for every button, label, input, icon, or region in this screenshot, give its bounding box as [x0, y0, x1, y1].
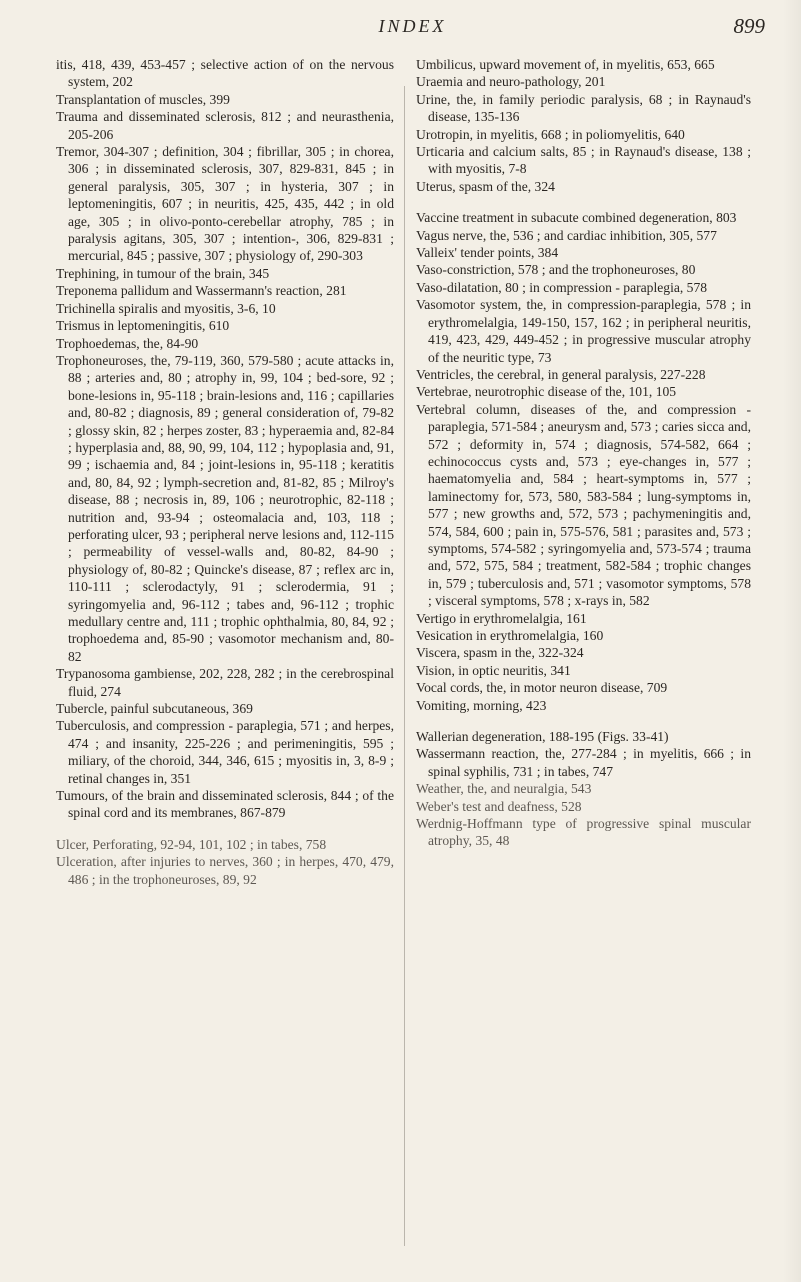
- index-entry: Transplantation of muscles, 399: [56, 91, 230, 107]
- index-entry: Vocal cords, the, in motor neuron disease, 709: [416, 680, 668, 696]
- index-entry: Tuberculosis, and compression - paraplegia, 571 ; and herpes, 474 ; and insanity, 225-226 ; and perimeningitis, 595 ; miliary, of the choroid, 344, 346, 615 ; myositis in, 3, 8-9 ; retinal changes in, 351: [56, 718, 394, 786]
- index-entry: Urotropin, in myelitis, 668 ; in poliomyelitis, 640: [416, 126, 685, 142]
- letter-section-gap: [416, 714, 751, 728]
- index-entry: Tubercle, painful subcutaneous, 369: [56, 701, 253, 717]
- letter-section-gap: [416, 195, 751, 209]
- index-entry: Trypanosoma gambiense, 202, 228, 282 ; in the cerebrospinal fluid, 274: [56, 666, 394, 699]
- index-column-right: [416, 56, 751, 850]
- index-entry: Wassermann reaction, the, 277-284 ; in myelitis, 666 ; in spinal syphilis, 731 ; in tabes, 747: [416, 746, 751, 779]
- index-entry: Vaccine treatment in subacute combined degeneration, 803: [416, 210, 737, 226]
- index-entry: Ulcer, Perforating, 92-94, 101, 102 ; in tabes, 758: [56, 836, 327, 852]
- index-entry: Weber's test and deafness, 528: [416, 798, 582, 814]
- index-entry: Vagus nerve, the, 536 ; and cardiac inhibition, 305, 577: [416, 227, 717, 243]
- index-entry: Treponema pallidum and Wassermann's reaction, 281: [56, 283, 347, 299]
- index-entry: Vertigo in erythromelalgia, 161: [416, 610, 587, 626]
- index-entry: Weather, the, and neuralgia, 543: [416, 781, 592, 797]
- index-entry: Trophoedemas, the, 84-90: [56, 335, 199, 351]
- page-number: 899: [733, 14, 765, 38]
- index-entry: Trophoneuroses, the, 79-119, 360, 579-580 ; acute attacks in, 88 ; arteries and, 80 ; atrophy in, 99, 104 ; bed-sore, 92 ; bone-lesions in, 95-118 ; brain-lesions and, 116 ; capillaries and, 80-82 ; diagnosis, 89 ; general consideration of, 79-82 ; glossy skin, 82 ; herpes zoster, 83 ; hyperaemia and, 82-84 ; hyperplasia and, 88, 90, 99, 104, 112 ; hypoplasia and, 91, 99 ; ischaemia and, 84 ; joint-lesions in, 95-118 ; keratitis and, 80, 84, 92 ; lymph-secretion and, 81-82, 85 ; Milroy's disease, 88 ; necrosis in, 89, 106 ; neurotrophic, 82-118 ; nutrition and, 93-94 ; osteomalacia and, 103, 118 ; perforating ulcer, 93 ; peripheral nerve lesions and, 112-115 ; permeability of vessel-walls and, 80-82, 84-90 ; physiology of, 80-82 ; Quincke's disease, 87 ; reflex arc in, 110-111 ; sclerodactyly, 91 ; sclerodermia, 91 ; syringomyelia and, 96-112 ; tabes and, 96-112 ; trophic medullary centre and, 111 ; trophic ophthalmia, 80, 84, 92 ; trophoedema and, 85-90 ; vasomotor mechanism and, 80-82: [56, 352, 394, 664]
- index-entry: Tumours, of the brain and disseminated sclerosis, 844 ; of the spinal cord and its membranes, 867-879: [56, 788, 394, 821]
- letter-section-gap: [56, 822, 394, 836]
- page-edge-shadow: [783, 0, 801, 1282]
- index-entry: Tremor, 304-307 ; definition, 304 ; fibrillar, 305 ; in chorea, 306 ; in disseminated sclerosis, 307, 829-831, 845 ; in general paralysis, 305, 307 ; in hysteria, 307 ; in leptomeningitis, 607 ; in neuritis, 425, 435, 442 ; in old age, 305 ; in olivo-ponto-cerebellar atrophy, 785 ; in paralysis agitans, 305, 307 ; intention-, 306, 829-831 ; mercurial, 845 ; passive, 307 ; physiology of, 290-303: [56, 144, 394, 264]
- index-entry: Vaso-constriction, 578 ; and the trophoneuroses, 80: [416, 262, 696, 278]
- index-entry: Umbilicus, upward movement of, in myelitis, 653, 665: [416, 57, 715, 72]
- page-header: [60, 14, 765, 42]
- index-entry: itis, 418, 439, 453-457 ; selective action of on the nervous system, 202: [56, 57, 394, 90]
- index-entry: Viscera, spasm in the, 322-324: [416, 645, 584, 661]
- index-entry: Ventricles, the cerebral, in general paralysis, 227-228: [416, 366, 706, 382]
- index-entry: Vertebral column, diseases of the, and compression - paraplegia, 571-584 ; aneurysm and, 573 ; caries sicca and, 572 ; deformity in, 574 ; diagnosis, 574-582, 664 ; echinococcus cysts and, 573 ; eye-changes in, 577 ; haematomyelia and, 584 ; heart-symptoms in, 577 ; laminectomy for, 573, 580, 583-584 ; lung-symptoms in, 577 ; new growths and, 572, 573 ; pachymeningitis and, 574, 584, 600 ; pain in, 575-576, 581 ; parasites and, 573 ; symptoms, 574-582 ; syringomyelia and, 573-574 ; trauma and, 572, 575, 584 ; treatment, 582-584 ; trophic changes in, 579 ; tuberculosis and, 571 ; vasomotor symptoms, 578 ; visceral symptoms, 578 ; x-rays in, 582: [416, 401, 751, 609]
- running-title: INDEX: [378, 16, 447, 36]
- index-entry: Trismus in leptomeningitis, 610: [56, 318, 230, 334]
- index-entry: Valleix' tender points, 384: [416, 245, 559, 261]
- index-entry: Vomiting, morning, 423: [416, 697, 547, 713]
- index-entry: Vasomotor system, the, in compression-paraplegia, 578 ; in erythromelalgia, 149-150, 157, 162 ; in peripheral neuritis, 419, 423, 429, 449-452 ; in progressive muscular atrophy of the neuritic type, 73: [416, 297, 751, 365]
- index-entry: Vaso-dilatation, 80 ; in compression - paraplegia, 578: [416, 279, 708, 295]
- index-entry: Wallerian degeneration, 188-195 (Figs. 33-41): [416, 729, 669, 745]
- index-entry: Trauma and disseminated sclerosis, 812 ; and neurasthenia, 205-206: [56, 109, 394, 142]
- index-entry: Uraemia and neuro-pathology, 201: [416, 74, 606, 90]
- column-divider: [404, 86, 405, 1246]
- index-entry: Urine, the, in family periodic paralysis, 68 ; in Raynaud's disease, 135-136: [416, 91, 751, 125]
- index-entry: Vesication in erythromelalgia, 160: [416, 628, 604, 643]
- index-entry: Trephining, in tumour of the brain, 345: [56, 265, 270, 281]
- index-column-left: [56, 56, 394, 888]
- index-entry: Vertebrae, neurotrophic disease of the, 101, 105: [416, 384, 677, 400]
- index-entry: Ulceration, after injuries to nerves, 360 ; in herpes, 470, 479, 486 ; in the trophoneuroses, 89, 92: [56, 854, 394, 887]
- index-entry: Werdnig-Hoffmann type of progressive spinal muscular atrophy, 35, 48: [416, 816, 751, 849]
- index-entry: Uterus, spasm of the, 324: [416, 178, 555, 194]
- index-entry: Urticaria and calcium salts, 85 ; in Raynaud's disease, 138 ; with myositis, 7-8: [416, 144, 751, 177]
- index-entry: Trichinella spiralis and myositis, 3-6, 10: [56, 300, 276, 316]
- index-entry: Vision, in optic neuritis, 341: [416, 662, 571, 678]
